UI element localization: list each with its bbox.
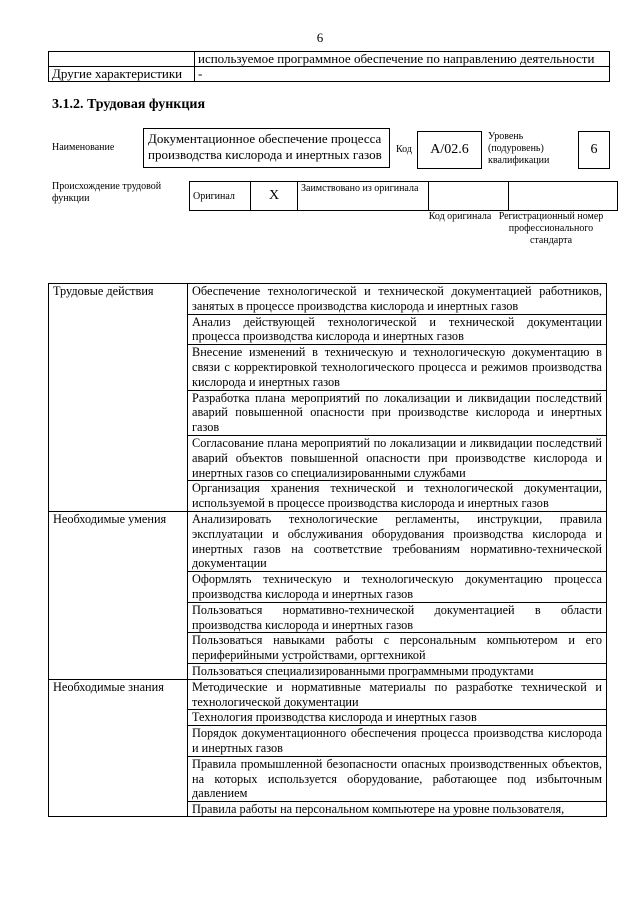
code-label: Код [396,144,412,155]
name-label: Наименование [52,142,115,153]
page-number: 6 [316,30,324,45]
section-label-skills: Необходимые умения [49,511,188,679]
qualification-level-label: Уровень (подуровень) квалификации [488,131,550,166]
table-cell: Обеспечение технологической и технической документацией работников, занятых в процессе производства кислорода и инертных газов [188,284,607,315]
qualification-level-box: 6 [578,131,610,169]
table-cell: Разработка плана мероприятий по локализации и ликвидации последствий аварий повышенной опасности при производстве кислорода и инертных газов [188,390,607,435]
table-cell: Правила промышленной безопасности опасных производственных объектов, на которых используется оборудование, работающее под избыточным давлением [188,756,607,801]
section-label-actions: Трудовые действия [49,284,188,512]
original-mark: X [251,182,298,211]
registration-number-cell [509,182,618,211]
table-cell: Методические и нормативные материалы по разработке технической и технологической документации [188,679,607,710]
table-row [49,511,607,571]
original-cell: Оригинал [190,182,251,211]
table-cell: Порядок документационного обеспечения процесса производства кислорода и инертных газов [188,726,607,757]
table-cell-label [49,52,195,67]
table-cell: Пользоваться навыками работы с персональным компьютером и его периферийными устройствами, оргтехникой [188,633,607,664]
table-cell-value: - [195,67,610,82]
borrowed-cell: Заимствовано из оригинала [298,182,429,211]
original-code-cell [429,182,509,211]
table-row [49,52,610,67]
table-cell [188,802,607,817]
table-cell-label: Другие характеристики [49,67,195,82]
table-cell: Пользоваться специализированными программными продуктами [188,663,607,679]
registration-caption: Регистрационный номер профессионального стандарта [498,211,604,246]
origin-table [189,181,618,211]
code-caption: Код оригинала [428,211,492,222]
table-cell: Внесение изменений в техническую и технологическую документацию в связи с корректировкой технологического процесса и режимов производства кислорода и инертных газов [188,345,607,390]
table-row [49,67,610,82]
table-cell-value: используемое программное обеспечение по направлению деятельности [195,52,610,67]
section-title: 3.1.2. Трудовая функция [52,97,206,112]
function-name-box: Документационное обеспечение процесса производства кислорода и инертных газов [143,128,390,168]
table-cell: Оформлять техническую и технологическую документацию процесса производства кислорода и инертных газов [188,572,607,603]
truncated-text: Правила работы на персональном компьютере на уровне пользователя, [192,802,565,817]
section-label-knowledge: Необходимые знания [49,679,188,816]
table-row [49,679,607,710]
table-cell: Согласование плана мероприятий по локализации и ликвидации последствий аварий объектов повышенной опасности при производстве кислорода и инертных газов со специализированными службами [188,435,607,480]
table-row [49,284,607,315]
function-details-table [48,283,607,817]
characteristics-table [48,51,610,82]
table-cell: Анализ действующей технологической и технической документации процесса производства кислорода и инертных газов [188,314,607,345]
table-cell: Пользоваться нормативно-технической документацией в области производства кислорода и инертных газов [188,602,607,633]
function-code-box: А/02.6 [417,131,482,169]
origin-label: Происхождение трудовой функции [52,181,162,204]
table-row [190,182,618,211]
table-cell: Анализировать технологические регламенты, инструкции, правила эксплуатации и обслуживания оборудования производства кислорода и инертных газов на соответствие требованиям нормативно-технической документации [188,511,607,571]
table-cell: Организация хранения технической и технологической документации, используемой в процессе производства кислорода и инертных газов [188,481,607,512]
table-cell: Технология производства кислорода и инертных газов [188,710,607,726]
